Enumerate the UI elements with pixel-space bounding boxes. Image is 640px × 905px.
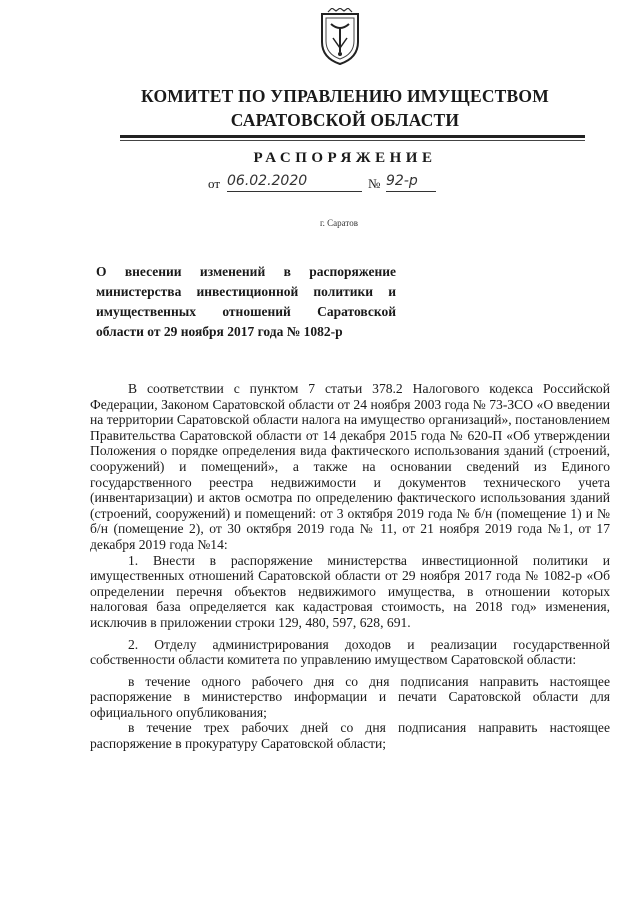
document-body <box>90 381 610 752</box>
city-label: г. Саратов <box>320 218 358 228</box>
number-prefix: № <box>368 176 381 191</box>
clause-2-item-prosecutor: в течение трех рабочих дней со дня подписания направить настоящее распоряжение в прокуратуру Саратовской области; <box>90 720 610 752</box>
header-rule-thin <box>120 140 585 141</box>
clause-1-paragraph: 1. Внести в распоряжение министерства инвестиционной политики и имущественных отношений Саратовской области от 29 ноября 2017 года № 1082-р «Об определении перечня объектов недвижимого имущества, в отношении которых налоговая база определяется как кадастровая стоимость, на 2018 год» изменения, исключив в приложении строки 129, 480, 597, 628, 691. <box>90 552 610 630</box>
preamble-paragraph: В соответствии с пунктом 7 статьи 378.2 Налогового кодекса Российской Федерации, Законом Саратовской области от 24 ноября 2003 года № 73-ЗСО «О введении на территории Саратовской области налога на имущество организаций», постановлением Правительства Саратовской области от 14 декабря 2015 года № 620-П «Об утверждении Положения о порядке определения вида фактического использования зданий (строений, сооружений) и помещений», а также на основании сведений из Единого государственного реестра недвижимости и документов технического учета (инвентаризации) и актов осмотра по определению фактического использования зданий (строений, сооружений) и помещений: от 3 октября 2019 года № б/н (помещение 1) и № б/н (помещение 2), от 30 октября 2019 года № 11, от 21 ноября 2019 года №1, от 17 декабря 2019 года №14: <box>90 381 610 552</box>
clause-2-item-publication: в течение одного рабочего дня со дня подписания направить настоящее распоряжение в министерство информации и печати Саратовской области для официального опубликования; <box>90 673 610 720</box>
document-type-title: РАСПОРЯЖЕНИЕ <box>253 150 437 166</box>
handwritten-number: 92-р <box>386 173 436 192</box>
header-rule-thick <box>120 135 585 138</box>
coat-of-arms-emblem <box>318 8 362 66</box>
clause-2-paragraph: 2. Отделу администрирования доходов и реализации государственной собственности области комитета по управлению имуществом Саратовской области: <box>90 636 610 668</box>
organization-name-line2: САРАТОВСКОЙ ОБЛАСТИ <box>230 110 460 130</box>
date-prefix: от <box>208 176 221 191</box>
organization-name-line1: КОМИТЕТ ПО УПРАВЛЕНИЮ ИМУЩЕСТВОМ <box>141 86 549 106</box>
handwritten-date: 06.02.2020 <box>227 173 362 192</box>
document-subject: О внесении изменений в распоряжение министерства инвестиционной политики и имущественных отношений Саратовской области от 29 ноября 2017 года № 1082-р <box>96 264 396 339</box>
